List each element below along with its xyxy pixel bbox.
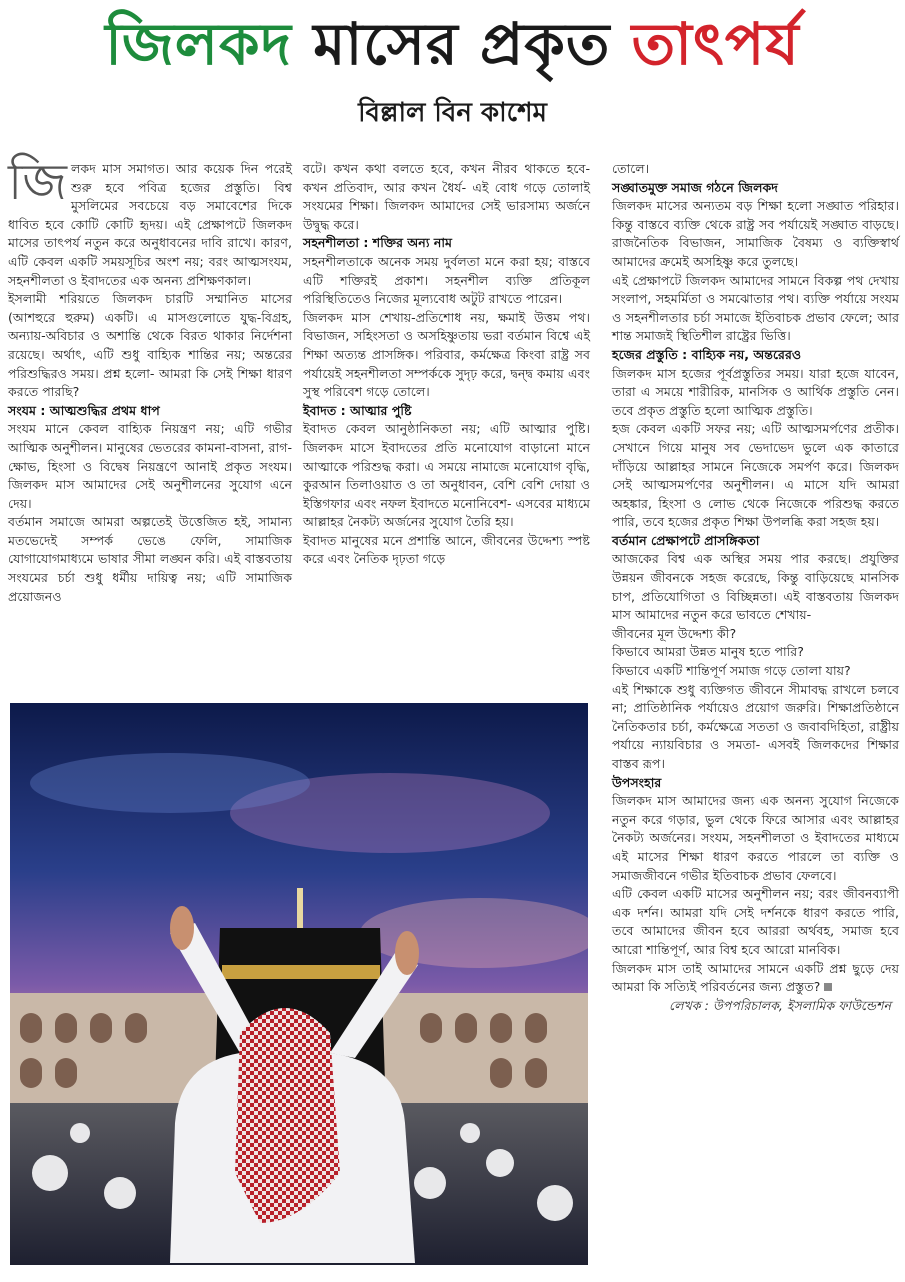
paragraph-text: জিলকদ মাস শেখায়-প্রতিশোধ নয়, ক্ষমাই উত্তম পথ। বিভাজন, সহিংসতা ও অসহিষ্ণুতায় ভরা বর্তমান বিশ্বে এই শিক্ষা অত্যন্ত প্রাসঙ্গিক। পরিবার, কর্মক্ষেত্র কিংবা রাষ্ট্র সব পর্যায়েই সহনশীলতা সম্পর্ককে সুদৃঢ় করে, দ্বন্দ্ব কমায় এবং সুস্থ পরিবেশ গড়ে তোলে। — [303, 309, 590, 400]
title-part-red: তাৎপর্য — [631, 10, 800, 78]
paragraph-text: জিলকদ মাস হজের পূর্বপ্রস্তুতির সময়। যারা হজে যাবেন, তারা এ সময়ে শারীরিক, মানসিক ও আর্থিক প্রস্তুতি নেন। তবে প্রকৃত প্রস্তুতি হলো আত্মিক প্রস্তুতি। — [612, 365, 899, 418]
paragraph-text: এটি কেবল একটি মাসের অনুশীলন নয়; বরং জীবনব্যাপী এক দর্শন। আমরা যদি সেই দর্শনকে ধারণ করতে পারি, তবে আমাদের জীবন হবে আররা অর্থবহ, সমাজ হবে আরো শান্তিপূর্ণ, আর বিশ্ব হবে আরো মানবিক। — [612, 886, 899, 957]
section-heading: সহনশীলতা : শক্তির অন্য নাম — [303, 235, 453, 251]
paragraph-text: এই শিক্ষাকে শুধু ব্যক্তিগত জীবনে সীমাবদ্ধ রাখলে চলবে না; প্রাতিষ্ঠানিক পর্যায়েও প্রয়োগ জরুরি। শিক্ষাপ্রতিষ্ঠানে নৈতিকতার চর্চা, কর্মক্ষেত্রে সততা ও জবাবদিহিতা, রাষ্ট্রীয় পর্যায়ে ন্যায়বিচার ও সমতা- এসবই জিলকদের শিক্ষার বাস্তব রূপ। — [612, 681, 899, 771]
paragraph-text: বর্তমান সমাজে আমরা অল্পতেই উত্তেজিত হই, সামান্য মতভেদেই সম্পর্ক ভেঙে ফেলি, সামাজিক যোগাযোগমাধ্যমে ভাষার সীমা লঙ্ঘন করি। এই বাস্তবতায় সংযমের চর্চা শুধু ধর্মীয় দায়িত্ব নয়; এটি সামাজিক প্রয়োজনও — [8, 514, 292, 604]
paragraph-text: সহনশীলতাকে অনেক সময় দুর্বলতা মনে করা হয়; বাস্তবে এটি শক্তিরই প্রকাশ। সহনশীল ব্যক্তি প্রতিকূল পরিস্থিতিতেও নিজের মূল্যবোধ অটুট রাখতে পারেন। — [303, 253, 590, 307]
paragraph-text: হজ কেবল একটি সফর নয়; এটি আত্মসমর্পণের প্রতীক। সেখানে গিয়ে মানুষ সব ভেদাভেদ ভুলে এক কাতারে দাঁড়িয়ে আল্লাহর সামনে নিজেকে সমর্পণ করে। জিলকদ সেই আত্মসমর্পণের অনুশীলন। এ মাসে যদি আমরা অহঙ্কার, হিংসা ও লোভ থেকে নিজেকে পরিশুদ্ধ করতে পারি, তবে হজের প্রকৃত শিক্ষা উপলব্ধি করা সহজ হয়। — [612, 421, 899, 530]
article-column-2 — [303, 160, 590, 569]
article-column-1 — [8, 153, 292, 606]
paragraph — [612, 420, 899, 532]
byline: বিল্লাল বিন কাশেম — [358, 98, 547, 128]
paragraph — [612, 365, 899, 421]
paragraph — [612, 643, 899, 662]
paragraph — [8, 420, 292, 513]
section-heading: সংযম : আত্মশুদ্ধির প্রথম ধাপ — [8, 402, 160, 418]
paragraph — [8, 290, 292, 402]
paragraph-text: জিলকদ মাস তাই আমাদের সামনে একটি প্রশ্ন ছুড়ে দেয় আমরা কি সত্যিই পরিবর্তনের জন্য প্রস্তুত? — [612, 960, 899, 995]
title-part-black: মাসের প্রকৃত — [313, 10, 611, 78]
paragraph — [303, 253, 590, 309]
paragraph — [303, 160, 590, 234]
section-heading: ইবাদত : আত্মার পুষ্টি — [303, 402, 412, 418]
paragraph — [612, 160, 899, 179]
drop-cap: জি — [8, 153, 68, 211]
paragraph — [612, 197, 899, 271]
paragraph — [612, 960, 899, 997]
paragraph-text: আজকের বিশ্ব এক অস্থির সময় পার করছে। প্রযুক্তির উন্নয়ন জীবনকে সহজ করেছে, কিন্তু বাড়িয়েছে মানসিক চাপ, প্রতিযোগিতা ও বিচ্ছিন্নতা। এই বাস্তবতায় জিলকদ মাস আমাদের নতুন করে ভাবতে শেখায়- — [612, 551, 899, 623]
section-heading: হজের প্রস্তুতি : বাহ্যিক নয়, অন্তরেরও — [612, 346, 802, 362]
paragraph — [303, 309, 590, 402]
paragraph — [612, 662, 899, 681]
paragraph — [8, 153, 292, 290]
paragraph-text: সংযম মানে কেবল বাহ্যিক নিয়ন্ত্রণ নয়; এটি গভীর আত্মিক অনুশীলন। মানুষের ভেতরের কামনা-বাসনা, রাগ-ক্ষোভ, হিংসা ও বিদ্বেষ নিয়ন্ত্রণে আনাই প্রকৃত সংযম। জিলকদ মাস আমাদের সেই অনুশীলনের সুযোগ এনে দেয়। — [8, 421, 292, 511]
paragraph-text: কিভাবে একটি শান্তিপূর্ণ সমাজ গড়ে তোলা যায়? — [612, 663, 851, 679]
kaaba-pilgrim-illustration — [10, 703, 588, 1265]
title-part-green: জিলকদ — [105, 10, 293, 78]
article-column-3 — [612, 160, 899, 1015]
paragraph-text: বটে। কখন কথা বলতে হবে, কখন নীরব থাকতে হবে- কখন প্রতিবাদ, আর কখন ধৈর্য- এই বোধ গড়ে তোলাই সংযমের শিক্ষা। জিলকদ আমাদের সেই ভারসাম্য অর্জনে উদ্বুদ্ধ করে। — [303, 161, 590, 232]
paragraph — [8, 513, 292, 606]
paragraph — [303, 532, 590, 569]
paragraph — [303, 420, 590, 532]
paragraph — [612, 885, 899, 959]
author-credit — [612, 997, 899, 1016]
paragraph-text: ইবাদত কেবল আনুষ্ঠানিকতা নয়; এটি আত্মার পুষ্টি। জিলকদ মাসে ইবাদতের প্রতি মনোযোগ বাড়ানো মানে আত্মাকে পরিশুদ্ধ করা। এ সময়ে নামাজে মনোযোগ বৃদ্ধি, কুরআন তিলাওয়াত ও তা অনুধাবন, বেশি বেশি দোয়া ও ইস্তিগফার এবং নফল ইবাদতে মনোনিবেশ- এসবের মাধ্যমে আল্লাহর নৈকট্য অর্জনের সুযোগ তৈরি হয়। — [303, 421, 590, 530]
paragraph — [612, 272, 899, 346]
paragraph-text: ইবাদত মানুষের মনে প্রশান্তি আনে, জীবনের উদ্দেশ্য স্পষ্ট করে এবং নৈতিক দৃঢ়তা গড়ে — [303, 532, 590, 567]
end-mark-icon — [824, 983, 832, 991]
article-title — [0, 4, 905, 84]
paragraph-text: লকদ মাস সমাগত। আর কয়েক দিন পরেই শুরু হবে পবিত্র হজের প্রস্তুতি। বিশ্ব মুসলিমের সবচেয়ে বড় সমাবেশের দিকে ধাবিত হবে কোটি কোটি হৃদয়। এই প্রেক্ষাপটে জিলকদ মাসের তাৎপর্য নতুন করে অনুধাবনের দাবি রাখে। কারণ, এটি কেবল একটি সময়সূচির অংশ নয়; বরং আত্মসংযম, সহনশীলতা ও ইবাদতের এক অনন্য প্রশিক্ষণকাল। — [8, 161, 292, 288]
paragraph-text: জিলকদ মাসের অন্যতম বড় শিক্ষা হলো সঙ্ঘাত পরিহার। কিন্তু বাস্তবে ব্যক্তি থেকে রাষ্ট্র সব পর্যায়েই সঙ্ঘাত বাড়ছে। রাজনৈতিক বিভাজন, সামাজিক বৈষম্য ও ব্যক্তিস্বার্থ আমাদের ক্রমেই অসহিষ্ণু করে তুলছে। — [612, 198, 899, 269]
paragraph-text: তোলে। — [612, 161, 650, 176]
paragraph-text: জীবনের মূল উদ্দেশ্য কী? — [612, 625, 737, 641]
section-heading: উপসংহার — [612, 774, 662, 790]
paragraph — [612, 681, 899, 774]
paragraph-text: কিভাবে আমরা উন্নত মানুষ হতে পারি? — [612, 644, 804, 660]
paragraph-text: জিলকদ মাস আমাদের জন্য এক অনন্য সুযোগ নিজেকে নতুন করে গড়ার, ভুল থেকে ফিরে আসার এবং আল্লাহর নৈকট্য অর্জনের। সংযম, সহনশীলতা ও ইবাদতের মাধ্যমে এই মাসের শিক্ষা ধারণ করতে পারলে তা ব্যক্তি ও সমাজজীবনে গভীর ইতিবাচক প্রভাব ফেলবে। — [612, 793, 899, 883]
paragraph-text: এই প্রেক্ষাপটে জিলকদ আমাদের সামনে বিকল্প পথ দেখায় সংলাপ, সহমর্মিতা ও সমঝোতার পথ। ব্যক্তি পর্যায়ে সংযম ও সহনশীলতার চর্চা সমাজে ইতিবাচক প্রভাব ফেলে; আর শান্ত সমাজই স্থিতিশীল রাষ্ট্রের ভিত্তি। — [612, 272, 899, 344]
section-heading: সঙ্ঘাতমুক্ত সমাজ গঠনে জিলকদ — [612, 179, 778, 195]
paragraph — [612, 792, 899, 885]
paragraph — [612, 550, 899, 624]
paragraph — [612, 625, 899, 644]
section-heading: বর্তমান প্রেক্ষাপটে প্রাসঙ্গিকতা — [612, 532, 760, 548]
paragraph-text: লেখক : উপপরিচালক, ইসলামিক ফাউন্ডেশন — [669, 997, 891, 1013]
kaaba-photo — [10, 703, 588, 1265]
paragraph-text: ইসলামী শরিয়তে জিলকদ চারটি সম্মানিত মাসের (আশহুরে হুরুম) একটি। এ মাসগুলোতে যুদ্ধ-বিগ্রহ, অন্যায়-অবিচার ও অশান্তি থেকে বিরত থাকার নির্দেশনা রয়েছে। অর্থাৎ, এটি শুধু বাহ্যিক শান্তির নয়; অন্তরের পরিশুদ্ধিরও সময়। প্রশ্ন হলো- আমরা কি সেই শিক্ষা ধারণ করতে পারছি? — [8, 291, 292, 400]
